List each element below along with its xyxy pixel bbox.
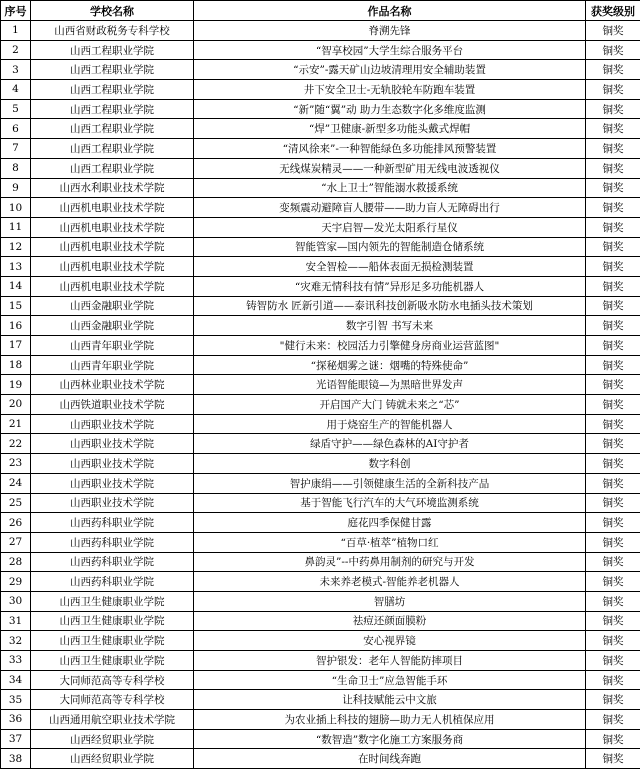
award-level: 铜奖 xyxy=(586,572,640,592)
row-index: 28 xyxy=(1,552,31,572)
row-index: 14 xyxy=(1,276,31,296)
table-row xyxy=(1,237,640,257)
table-row xyxy=(1,276,640,296)
row-index: 13 xyxy=(1,257,31,277)
award-level: 铜奖 xyxy=(586,198,640,218)
work-name: “灾难无情科技有情”异形足多功能机器人 xyxy=(194,276,586,296)
work-name: 安心视界镜 xyxy=(194,631,586,651)
table-row xyxy=(1,158,640,178)
table-row xyxy=(1,532,640,552)
work-name: 数字引智 书写未来 xyxy=(194,316,586,336)
school-name: 山西工程职业学院 xyxy=(31,139,194,159)
table-row xyxy=(1,198,640,218)
work-name: 基于智能飞行汽车的大气环境监测系统 xyxy=(194,493,586,513)
row-index: 8 xyxy=(1,158,31,178)
award-level: 铜奖 xyxy=(586,316,640,336)
header-index: 序号 xyxy=(1,1,31,21)
row-index: 21 xyxy=(1,414,31,434)
row-index: 34 xyxy=(1,670,31,690)
table-row xyxy=(1,139,640,159)
row-index: 31 xyxy=(1,611,31,631)
award-level: 铜奖 xyxy=(586,651,640,671)
award-level: 铜奖 xyxy=(586,670,640,690)
work-name: “探秘烟雾之谜：烟嘴的特殊使命” xyxy=(194,355,586,375)
school-name: 山西林业职业技术学院 xyxy=(31,375,194,395)
header-row xyxy=(1,1,640,21)
school-name: 山西药科职业学院 xyxy=(31,513,194,533)
row-index: 20 xyxy=(1,395,31,415)
school-name: 山西职业技术学院 xyxy=(31,493,194,513)
work-name: “新”随“翼”动 助力生态数字化多维度监测 xyxy=(194,99,586,119)
school-name: 山西卫生健康职业学院 xyxy=(31,591,194,611)
award-level: 铜奖 xyxy=(586,710,640,730)
table-row xyxy=(1,729,640,749)
table-row xyxy=(1,355,640,375)
school-name: 山西药科职业学院 xyxy=(31,552,194,572)
table-row xyxy=(1,178,640,198)
header-award: 获奖级别 xyxy=(586,1,640,21)
work-name: “数智造”数字化施工方案服务商 xyxy=(194,729,586,749)
award-level: 铜奖 xyxy=(586,119,640,139)
row-index: 35 xyxy=(1,690,31,710)
award-level: 铜奖 xyxy=(586,493,640,513)
row-index: 18 xyxy=(1,355,31,375)
table-row xyxy=(1,217,640,237)
row-index: 12 xyxy=(1,237,31,257)
table-row xyxy=(1,257,640,277)
row-index: 2 xyxy=(1,40,31,60)
school-name: 山西机电职业技术学院 xyxy=(31,276,194,296)
school-name: 山西工程职业学院 xyxy=(31,158,194,178)
school-name: 山西金融职业学院 xyxy=(31,296,194,316)
award-level: 铜奖 xyxy=(586,434,640,454)
row-index: 38 xyxy=(1,749,31,769)
work-name: 让科技赋能云中文旅 xyxy=(194,690,586,710)
work-name: 井下安全卫士-无轨胶轮车防跑车装置 xyxy=(194,80,586,100)
work-name: 用于烧窑生产的智能机器人 xyxy=(194,414,586,434)
work-name: 变频震动避障盲人腰带——助力盲人无障碍出行 xyxy=(194,198,586,218)
work-name: 开启国产大门 铸就未来之“芯” xyxy=(194,395,586,415)
work-name: 铸智防水 匠新引道——泰讯科技创新吸水防水电插头技术策划 xyxy=(194,296,586,316)
table-body xyxy=(1,21,640,769)
award-level: 铜奖 xyxy=(586,749,640,769)
row-index: 9 xyxy=(1,178,31,198)
table-row xyxy=(1,60,640,80)
award-level: 铜奖 xyxy=(586,355,640,375)
award-level: 铜奖 xyxy=(586,178,640,198)
award-level: 铜奖 xyxy=(586,414,640,434)
work-name: 数字科创 xyxy=(194,454,586,474)
table-row xyxy=(1,670,640,690)
table-row xyxy=(1,375,640,395)
school-name: 山西卫生健康职业学院 xyxy=(31,631,194,651)
row-index: 26 xyxy=(1,513,31,533)
row-index: 25 xyxy=(1,493,31,513)
school-name: 山西卫生健康职业学院 xyxy=(31,611,194,631)
row-index: 24 xyxy=(1,473,31,493)
work-name: 庭花四季保健甘露 xyxy=(194,513,586,533)
award-level: 铜奖 xyxy=(586,257,640,277)
award-level: 铜奖 xyxy=(586,296,640,316)
table-row xyxy=(1,414,640,434)
work-name: 鼻韵灵”--中药鼻用制剂的研究与开发 xyxy=(194,552,586,572)
award-level: 铜奖 xyxy=(586,276,640,296)
table-row xyxy=(1,513,640,533)
row-index: 23 xyxy=(1,454,31,474)
row-index: 37 xyxy=(1,729,31,749)
table-row xyxy=(1,631,640,651)
work-name: “智享校园”大学生综合服务平台 xyxy=(194,40,586,60)
award-level: 铜奖 xyxy=(586,729,640,749)
school-name: 山西省财政税务专科学校 xyxy=(31,21,194,41)
award-level: 铜奖 xyxy=(586,237,640,257)
award-level: 铜奖 xyxy=(586,631,640,651)
work-name: 智护银发：老年人智能防摔项目 xyxy=(194,651,586,671)
school-name: 山西青年职业学院 xyxy=(31,336,194,356)
row-index: 6 xyxy=(1,119,31,139)
row-index: 11 xyxy=(1,217,31,237)
table-row xyxy=(1,591,640,611)
row-index: 1 xyxy=(1,21,31,41)
award-level: 铜奖 xyxy=(586,375,640,395)
award-level: 铜奖 xyxy=(586,80,640,100)
table-row xyxy=(1,611,640,631)
row-index: 19 xyxy=(1,375,31,395)
row-index: 32 xyxy=(1,631,31,651)
award-level: 铜奖 xyxy=(586,473,640,493)
school-name: 山西机电职业技术学院 xyxy=(31,217,194,237)
work-name: "健行未来：校园活力引擎健身房商业运营蓝图" xyxy=(194,336,586,356)
school-name: 山西工程职业学院 xyxy=(31,60,194,80)
work-name: 祛痘还颜面膜粉 xyxy=(194,611,586,631)
school-name: 山西机电职业技术学院 xyxy=(31,257,194,277)
table-row xyxy=(1,454,640,474)
school-name: 山西机电职业技术学院 xyxy=(31,237,194,257)
school-name: 大同师范高等专科学校 xyxy=(31,670,194,690)
row-index: 36 xyxy=(1,710,31,730)
row-index: 10 xyxy=(1,198,31,218)
work-name: “清风徐来”-一种智能绿色多功能排风预警装置 xyxy=(194,139,586,159)
work-name: 无线煤炭精灵——一种新型矿用无线电波透视仪 xyxy=(194,158,586,178)
table-row xyxy=(1,296,640,316)
table-row xyxy=(1,336,640,356)
table-row xyxy=(1,493,640,513)
work-name: 智膳坊 xyxy=(194,591,586,611)
award-level: 铜奖 xyxy=(586,395,640,415)
work-name: 光语智能眼镜—为黑暗世界发声 xyxy=(194,375,586,395)
award-level: 铜奖 xyxy=(586,139,640,159)
award-level: 铜奖 xyxy=(586,99,640,119)
award-level: 铜奖 xyxy=(586,21,640,41)
award-level: 铜奖 xyxy=(586,336,640,356)
school-name: 山西药科职业学院 xyxy=(31,532,194,552)
table-row xyxy=(1,651,640,671)
award-level: 铜奖 xyxy=(586,611,640,631)
table-row xyxy=(1,80,640,100)
table-row xyxy=(1,552,640,572)
work-name: “生命卫士”应急智能手环 xyxy=(194,670,586,690)
row-index: 5 xyxy=(1,99,31,119)
row-index: 15 xyxy=(1,296,31,316)
award-level: 铜奖 xyxy=(586,513,640,533)
header-school: 学校名称 xyxy=(31,1,194,21)
header-work: 作品名称 xyxy=(194,1,586,21)
school-name: 大同师范高等专科学校 xyxy=(31,690,194,710)
table-row xyxy=(1,690,640,710)
work-name: 在时间线奔跑 xyxy=(194,749,586,769)
work-name: 智护康绢——引领健康生活的全新科技产品 xyxy=(194,473,586,493)
row-index: 33 xyxy=(1,651,31,671)
school-name: 山西经贸职业学院 xyxy=(31,729,194,749)
award-level: 铜奖 xyxy=(586,217,640,237)
table-row xyxy=(1,40,640,60)
row-index: 16 xyxy=(1,316,31,336)
work-name: 绿盾守护——绿色森林的AI守护者 xyxy=(194,434,586,454)
school-name: 山西工程职业学院 xyxy=(31,80,194,100)
table-row xyxy=(1,434,640,454)
award-level: 铜奖 xyxy=(586,60,640,80)
award-level: 铜奖 xyxy=(586,454,640,474)
work-name: 为农业插上科技的翅膀—助力无人机植保应用 xyxy=(194,710,586,730)
work-name: 智能管家—国内领先的智能制造仓储系统 xyxy=(194,237,586,257)
school-name: 山西机电职业技术学院 xyxy=(31,198,194,218)
school-name: 山西铁道职业技术学院 xyxy=(31,395,194,415)
table-row xyxy=(1,316,640,336)
award-level: 铜奖 xyxy=(586,532,640,552)
school-name: 山西职业技术学院 xyxy=(31,434,194,454)
award-level: 铜奖 xyxy=(586,552,640,572)
award-level: 铜奖 xyxy=(586,591,640,611)
row-index: 22 xyxy=(1,434,31,454)
school-name: 山西通用航空职业技术学院 xyxy=(31,710,194,730)
school-name: 山西药科职业学院 xyxy=(31,572,194,592)
work-name: 安全智检——船体表面无损检测装置 xyxy=(194,257,586,277)
school-name: 山西职业技术学院 xyxy=(31,414,194,434)
school-name: 山西卫生健康职业学院 xyxy=(31,651,194,671)
row-index: 17 xyxy=(1,336,31,356)
work-name: “焊”卫健康-新型多功能头戴式焊帽 xyxy=(194,119,586,139)
table-row xyxy=(1,710,640,730)
table-row xyxy=(1,99,640,119)
school-name: 山西职业技术学院 xyxy=(31,473,194,493)
table-row xyxy=(1,572,640,592)
work-name: 未来养老模式-智能养老机器人 xyxy=(194,572,586,592)
school-name: 山西水利职业技术学院 xyxy=(31,178,194,198)
school-name: 山西经贸职业学院 xyxy=(31,749,194,769)
row-index: 30 xyxy=(1,591,31,611)
work-name: “示安”-露天矿山边坡清理用安全辅助装置 xyxy=(194,60,586,80)
table-row xyxy=(1,473,640,493)
work-name: 脊溯先锋 xyxy=(194,21,586,41)
table-row xyxy=(1,395,640,415)
school-name: 山西工程职业学院 xyxy=(31,119,194,139)
school-name: 山西金融职业学院 xyxy=(31,316,194,336)
row-index: 27 xyxy=(1,532,31,552)
row-index: 29 xyxy=(1,572,31,592)
row-index: 4 xyxy=(1,80,31,100)
school-name: 山西工程职业学院 xyxy=(31,99,194,119)
table-row xyxy=(1,21,640,41)
school-name: 山西职业技术学院 xyxy=(31,454,194,474)
work-name: “水上卫士”智能溺水救援系统 xyxy=(194,178,586,198)
award-level: 铜奖 xyxy=(586,158,640,178)
award-level: 铜奖 xyxy=(586,690,640,710)
table-row xyxy=(1,119,640,139)
work-name: “百草·植萃”植物口红 xyxy=(194,532,586,552)
row-index: 3 xyxy=(1,60,31,80)
award-level: 铜奖 xyxy=(586,40,640,60)
row-index: 7 xyxy=(1,139,31,159)
school-name: 山西青年职业学院 xyxy=(31,355,194,375)
table-row xyxy=(1,749,640,769)
work-name: 天宇启智—发光太阳系行星仪 xyxy=(194,217,586,237)
school-name: 山西工程职业学院 xyxy=(31,40,194,60)
